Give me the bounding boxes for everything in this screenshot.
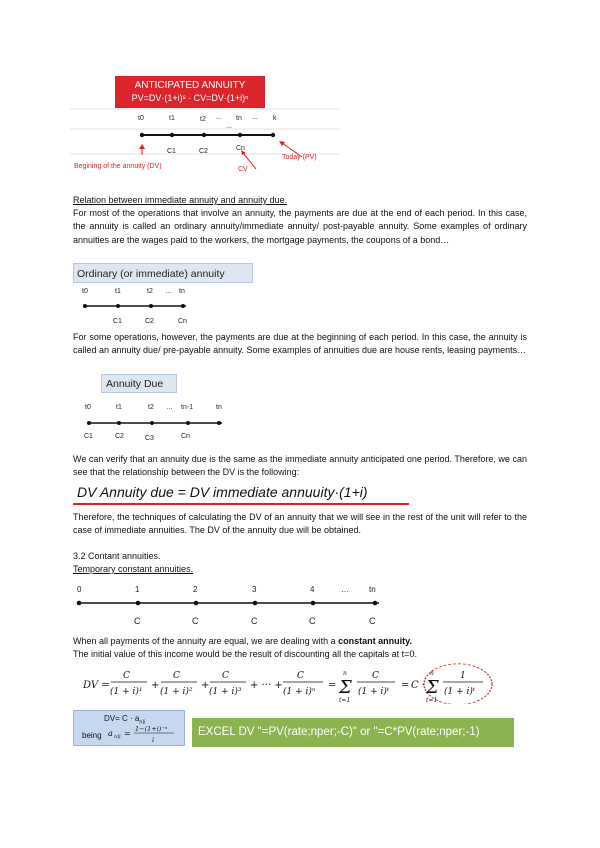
svg-text:Σ: Σ	[339, 677, 352, 698]
svg-text:n⌉i: n⌉i	[114, 734, 121, 740]
due-time-label: …	[166, 404, 173, 411]
section-heading: 3.2 Contant annuities.	[73, 551, 161, 561]
temporary-constant-heading: Temporary constant annuities.	[73, 564, 194, 574]
anticipated-time-label: k	[273, 115, 277, 122]
due-capital-label: C3	[145, 435, 154, 442]
cv-label: CV	[238, 166, 248, 173]
relation-paragraph-2: For some operations, however, the payments are due at the beginning of each period. In this case, the annuity is called an annuity due/ pre-payable annuity. Some examples of annuities due are house rents, leasing payments…	[73, 332, 527, 356]
ordinary-title: Ordinary (or immediate) annuity	[73, 263, 253, 283]
anticipated-dots: ...	[226, 123, 232, 130]
beginning-label: Begining of the annuity (DV)	[74, 163, 162, 170]
ordinary-time-label: t2	[147, 288, 153, 295]
dv-formula-line: $DV= C \cdot a_{n⌉i}$	[104, 714, 146, 726]
anticipated-capital-label: Cn	[236, 145, 245, 152]
constant-capital-label: C	[309, 616, 316, 626]
anticipated-title: ANTICIPATED ANNUITY	[134, 80, 246, 91]
anticipated-annuity-figure	[70, 73, 340, 175]
anticipated-capital-label: C2	[199, 148, 208, 155]
due-time-label: t1	[116, 404, 122, 411]
constant-capital-label: C	[192, 616, 199, 626]
constant-time-label: …	[341, 585, 349, 594]
svg-text:C ·: C ·	[411, 680, 426, 691]
being-label: being	[82, 731, 102, 740]
svg-text:1: 1	[460, 671, 466, 681]
svg-text:Σ: Σ	[426, 677, 439, 698]
relation-paragraph-1: For most of the operations that involve an annuity, the payments are due at the end of each period. In this case, the annuity is called an ordinary annuity/immediate annuity/ post-payable annuity. Some examples of ordinary annuities are the wages paid to the workers, the mortgage payments, the coupons of a bond…	[73, 208, 527, 245]
pv-summation-formula	[73, 662, 528, 704]
svg-text:C: C	[123, 671, 130, 681]
dv-formula-box	[73, 710, 185, 746]
ordinary-capital-label: C1	[113, 318, 122, 325]
excel-formula-text: EXCEL DV "=PV(rate;nper;-C)" or "=C*PV(rate;nper;-1)	[198, 726, 480, 738]
timeline-node	[170, 133, 174, 137]
svg-text:=: =	[328, 680, 337, 691]
svg-text:(1 + i)¹: (1 + i)¹	[110, 687, 143, 697]
ordinary-capital-label: Cn	[178, 318, 187, 325]
svg-text:n: n	[343, 670, 347, 677]
constant-paragraph-1-text: When all payments of the annuity are equal, we are dealing with a	[73, 636, 339, 646]
due-time-label: t0	[85, 404, 91, 411]
svg-text:DV =: DV =	[83, 680, 110, 691]
due-capital-label: C1	[84, 433, 93, 440]
svg-text:t=1: t=1	[426, 697, 438, 704]
ordinary-timeline	[73, 263, 255, 329]
due-time-label: t2	[148, 404, 154, 411]
ordinary-capital-label: C2	[145, 318, 154, 325]
svg-text:=: =	[401, 680, 410, 691]
ordinary-time-label: t1	[115, 288, 121, 295]
today-label: Today (PV)	[282, 154, 317, 161]
timeline-node	[271, 133, 275, 137]
constant-time-label: 0	[77, 585, 82, 594]
due-time-label: tn-1	[181, 404, 194, 411]
svg-text:+: +	[201, 680, 210, 691]
svg-text:+: +	[151, 680, 160, 691]
anticipated-time-label: t1	[169, 115, 175, 122]
due-title: Annuity Due	[101, 374, 177, 393]
dv-formula-text: DV= C · a	[104, 714, 140, 723]
timeline-node	[238, 133, 242, 137]
constant-capital-label: C	[134, 616, 141, 626]
svg-text:n: n	[430, 670, 434, 677]
svg-text:C: C	[173, 671, 180, 681]
constant-capital-label: C	[369, 616, 376, 626]
dv-relation-formula-text: DV Annuity due = DV immediate annuuity·(1+i)	[77, 484, 368, 500]
constant-capital-label: C	[251, 616, 258, 626]
svg-text:1−(1+i)⁻ⁿ: 1−(1+i)⁻ⁿ	[135, 725, 168, 733]
annuity-due-figure	[73, 372, 231, 446]
constant-annuity-term: constant annuity.	[338, 636, 413, 646]
anticipated-formula: PV=DV·(1+i)ˢ · CV=DV·(1+i)ⁿ	[131, 93, 249, 103]
relation-heading: Relation between immediate annuity and annuity due.	[73, 195, 288, 205]
constant-paragraph-2: The initial value of this income would be the result of discounting all the capitals at t=0.	[73, 649, 417, 659]
anticipated-time-label: t2	[200, 116, 206, 123]
svg-text:(1 + i)ⁿ: (1 + i)ⁿ	[283, 687, 316, 697]
constant-annuity-figure	[73, 583, 383, 629]
dv-relation-formula	[73, 481, 409, 505]
svg-text:(1 + i)ᵗ: (1 + i)ᵗ	[444, 687, 476, 697]
constant-paragraph-1	[73, 635, 527, 648]
constant-timeline	[73, 583, 383, 629]
constant-time-label: 4	[310, 585, 315, 594]
svg-text:t=1: t=1	[339, 697, 351, 704]
timeline-node	[202, 133, 206, 137]
svg-text:C: C	[372, 671, 379, 681]
ordinary-time-label: tn	[179, 288, 185, 295]
relation-paragraph-4: Therefore, the techniques of calculating the DV of an annuity that we will see in the rest of the unit will refer to the case of immediate annuities. The DV of the annuity due will be obtained.	[73, 512, 527, 536]
svg-text:(1 + i)³: (1 + i)³	[209, 687, 242, 697]
svg-text:C: C	[297, 671, 304, 681]
constant-time-label: 1	[135, 585, 140, 594]
annuity-factor-formula	[108, 723, 184, 745]
svg-text:a: a	[108, 729, 113, 738]
svg-text:(1 + i)²: (1 + i)²	[160, 687, 193, 697]
due-capital-label: C2	[115, 433, 124, 440]
due-time-label: tn	[216, 404, 222, 411]
anticipated-capital-label: C1	[167, 148, 176, 155]
constant-time-label: 3	[252, 585, 257, 594]
constant-time-label: tn	[369, 585, 376, 594]
svg-text:=: =	[124, 729, 131, 738]
anticipated-time-label: tn	[236, 115, 242, 122]
anticipated-time-label: t0	[138, 115, 144, 122]
relation-paragraph-3: We can verify that an annuity due is the same as the immediate annuity anticipated one period. Therefore, we can see that the relationship between the DV is the following:	[73, 454, 527, 478]
timeline-node	[140, 133, 144, 137]
ordinary-time-label: …	[165, 288, 172, 295]
svg-text:C: C	[222, 671, 229, 681]
anticipated-time-label: ...	[252, 114, 258, 121]
svg-text:i: i	[152, 736, 155, 744]
excel-formula-box	[192, 718, 514, 747]
svg-text:(1 + i)ᵗ: (1 + i)ᵗ	[358, 687, 390, 697]
ordinary-time-label: t0	[82, 288, 88, 295]
due-capital-label: Cn	[181, 433, 190, 440]
constant-time-label: 2	[193, 585, 198, 594]
svg-text:+ ··· +: + ··· +	[250, 680, 283, 691]
ordinary-annuity-figure	[73, 263, 255, 329]
anticipated-time-label: ...	[216, 114, 222, 121]
